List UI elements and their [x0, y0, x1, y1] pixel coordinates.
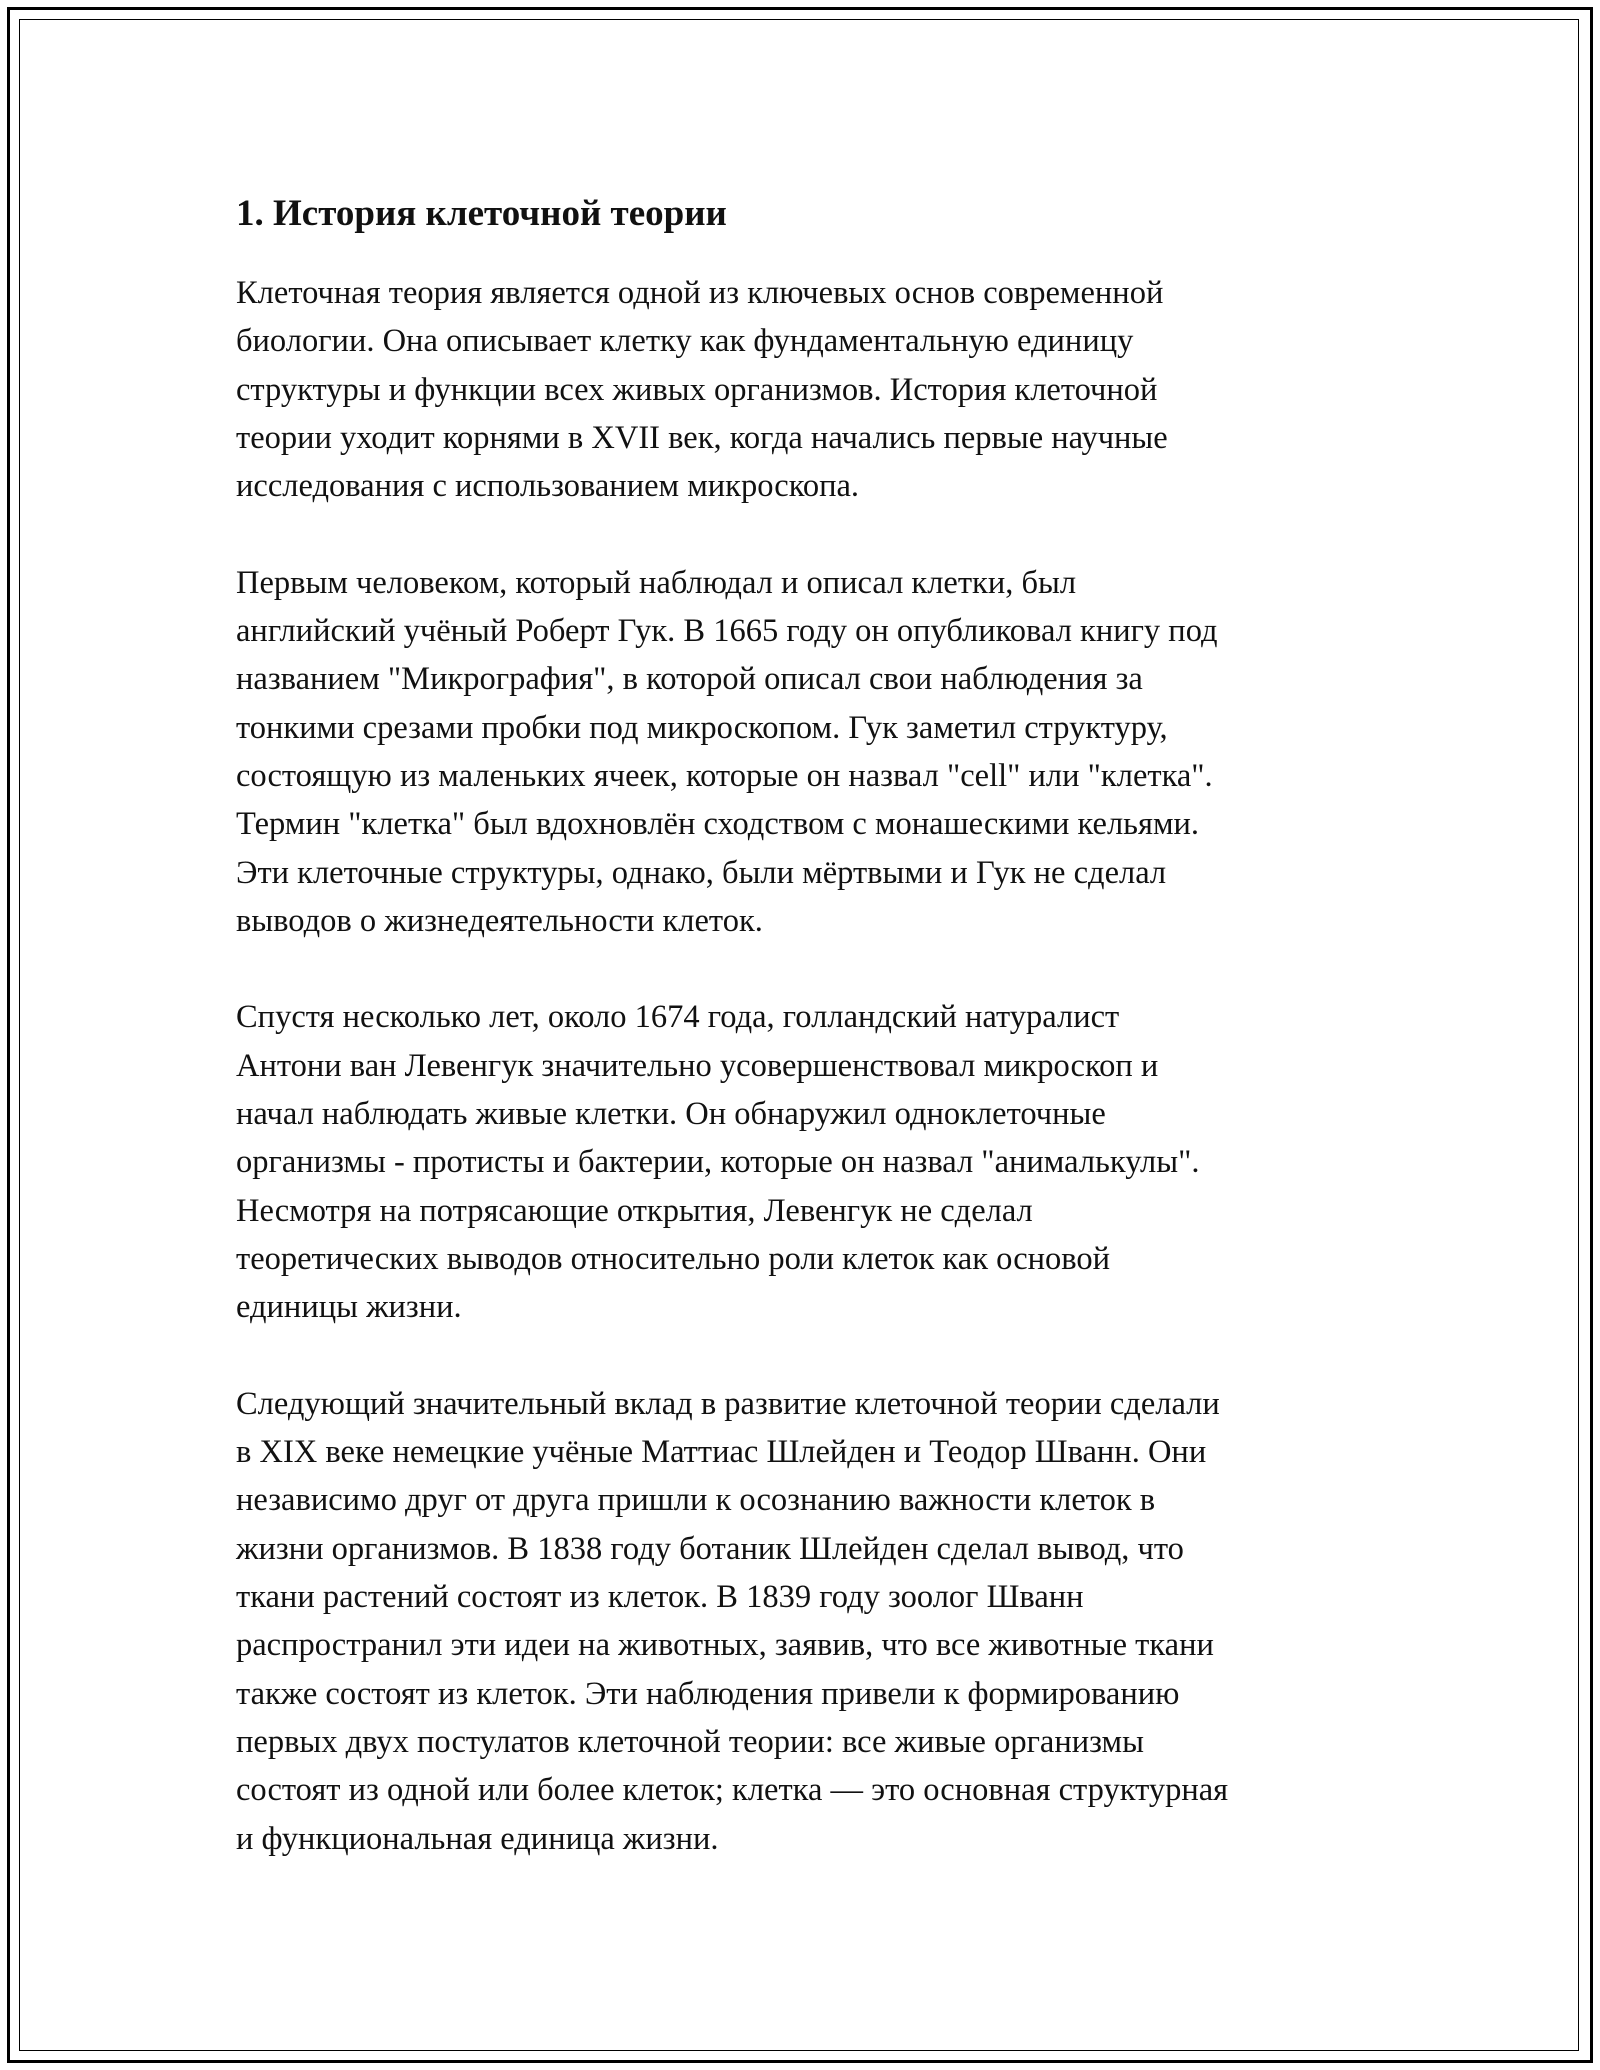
- text-line: первых двух постулатов клеточной теории: все живые организмы: [236, 1723, 1144, 1760]
- text-line: и функциональная единица жизни.: [236, 1820, 719, 1857]
- text-line: английский учёный Роберт Гук. В 1665 году он опубликовал книгу под: [236, 613, 1218, 650]
- text-line: выводов о жизнедеятельности клеток.: [236, 902, 763, 939]
- text-line: Несмотря на потрясающие открытия, Левенгук не сделал: [236, 1192, 1033, 1229]
- text-line: состоят из одной или более клеток; клетка — это основная структурная: [236, 1772, 1229, 1809]
- paragraph-intro: [236, 269, 1376, 510]
- text-line: единицы жизни.: [236, 1289, 462, 1326]
- text-line: биологии. Она описывает клетку как фундаментальную единицу: [236, 323, 1134, 360]
- text-line: состоящую из маленьких ячеек, которые он назвал "cell" или "клетка".: [236, 757, 1213, 794]
- text-line: также состоят из клеток. Эти наблюдения привели к формированию: [236, 1675, 1180, 1712]
- text-line: начал наблюдать живые клетки. Он обнаружил одноклеточные: [236, 1096, 1106, 1133]
- text-line: Первым человеком, который наблюдал и описал клетки, был: [236, 564, 1077, 601]
- text-line: структуры и функции всех живых организмов. История клеточной: [236, 371, 1158, 408]
- text-line: тонкими срезами пробки под микроскопом. Гук заметил структуру,: [236, 709, 1168, 746]
- text-line: жизни организмов. В 1838 году ботаник Шлейден сделал вывод, что: [236, 1530, 1184, 1567]
- text-line: Эти клеточные структуры, однако, были мёртвыми и Гук не сделал: [236, 854, 1167, 891]
- text-line: теоретических выводов относительно роли клеток как основой: [236, 1240, 1111, 1277]
- text-line: организмы - протисты и бактерии, которые он назвал "анималькулы".: [236, 1144, 1200, 1181]
- text-line: Клеточная теория является одной из ключевых основ современной: [236, 275, 1164, 311]
- paragraph-leeuwenhoek: [236, 993, 1376, 1331]
- text-line: распространил эти идеи на животных, заявив, что все животные ткани: [236, 1627, 1214, 1664]
- text-line: независимо друг от друга пришли к осознанию важности клеток в: [236, 1482, 1156, 1519]
- text-line: Термин "клетка" был вдохновлён сходством с монашескими кельями.: [236, 806, 1200, 843]
- text-line: исследования с использованием микроскопа.: [236, 468, 860, 505]
- text-line: названием "Микрография", в которой описал свои наблюдения за: [236, 661, 1143, 698]
- text-line: Следующий значительный вклад в развитие клеточной теории сделали: [236, 1385, 1220, 1422]
- text-line: ткани растений состоят из клеток. В 1839 году зоолог Шванн: [236, 1579, 1084, 1616]
- document-body: [236, 184, 1376, 1911]
- text-line: Спустя несколько лет, около 1674 года, голландский натуралист: [236, 999, 1120, 1036]
- paragraph-hooke: [236, 559, 1376, 945]
- section-heading: 1. История клеточной теории: [236, 193, 727, 234]
- paragraph-schleiden-schwann: [236, 1380, 1376, 1863]
- text-line: теории уходит корнями в XVII век, когда начались первые научные: [236, 419, 1168, 456]
- text-line: Антони ван Левенгук значительно усовершенствовал микроскоп и: [236, 1047, 1159, 1084]
- text-line: в XIX веке немецкие учёные Маттиас Шлейден и Теодор Шванн. Они: [236, 1434, 1207, 1471]
